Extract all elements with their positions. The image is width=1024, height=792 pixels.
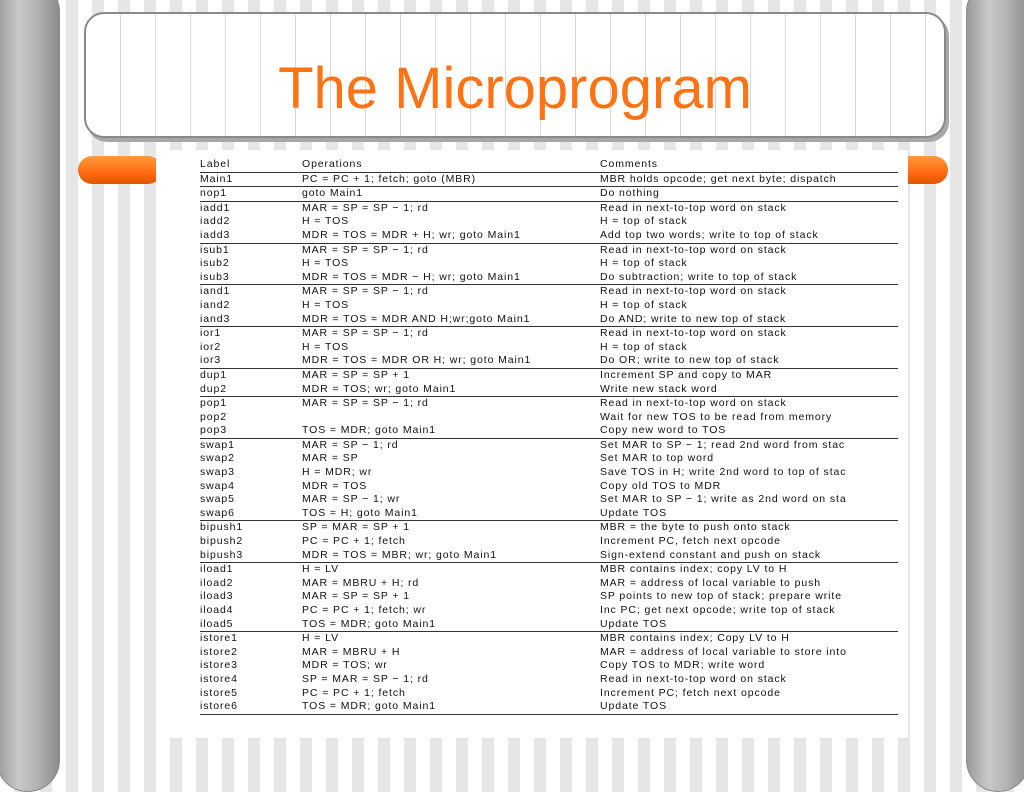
table-row [200,673,898,687]
cell-comments: Update TOS [600,618,898,632]
cell-label: iand3 [200,313,302,327]
slide-title: The Microprogram [278,56,752,121]
header-operations: Operations [302,158,600,172]
table-row [200,590,898,604]
cell-label: bipush3 [200,549,302,563]
cell-operations: H = TOS [302,257,350,270]
cell-comments: Do nothing [600,187,898,202]
header-label: Label [200,158,302,172]
cell-operations: MAR = MBRU + H; rd [302,576,420,589]
cell-operations: TOS = MDR; goto Main1 [302,700,600,714]
cell-comments: MBR contains index; copy LV to H [600,563,788,576]
table-row [200,383,898,397]
table-row [200,618,898,632]
cell-operations: MDR = TOS = MDR OR H; wr; goto Main1 [302,354,600,368]
cell-label: istore6 [200,700,302,714]
cell-operations: MAR = SP − 1; wr [302,493,401,506]
cell-comments: Read in next-to-top word on stack [600,397,787,410]
cell-comments: Sign-extend constant and push on stack [600,549,898,563]
cell-comments: Increment PC, fetch next opcode [600,535,781,548]
table-row [200,687,898,701]
cell-comments: Update TOS [600,507,898,521]
cell-label: ior1 [200,327,222,340]
cell-comments: Read in next-to-top word on stack [600,285,787,298]
cell-label: iand1 [200,285,231,298]
table-row [200,604,898,618]
cell-label: pop1 [200,397,227,410]
table-row [200,285,898,299]
cell-comments: Read in next-to-top word on stack [600,243,787,256]
cell-operations: MDR = TOS [302,479,368,492]
cell-operations: MDR = TOS; wr; goto Main1 [302,383,600,397]
table-row [200,452,898,466]
cell-label: istore2 [200,645,238,658]
cell-label: swap4 [200,479,235,492]
table-row [200,424,898,438]
cell-label: pop3 [200,424,302,438]
table-row [200,646,898,660]
table-row [200,341,898,355]
cell-comments: Copy old TOS to MDR [600,479,722,492]
table-row [200,271,898,285]
cell-comments: MBR contains index; Copy LV to H [600,632,790,645]
cell-comments: Do AND; write to new top of stack [600,313,898,327]
cell-operations: H = MDR; wr [302,466,373,479]
cell-label: bipush2 [200,535,244,548]
cell-operations: SP = MAR = SP − 1; rd [302,672,429,685]
cell-operations: TOS = MDR; goto Main1 [302,618,600,632]
cell-operations: MAR = SP = SP − 1; rd [302,243,429,256]
cell-label: istore5 [200,686,238,699]
cell-operations: MAR = SP = SP − 1; rd [302,201,429,214]
table-row [200,549,898,563]
cell-comments: MAR = address of local variable to push [600,576,821,589]
cell-label: swap6 [200,507,302,521]
cell-operations: TOS = MDR; goto Main1 [302,424,600,438]
cell-label: ior3 [200,354,302,368]
cell-label: swap2 [200,452,235,465]
cell-operations: MDR = TOS = MBR; wr; goto Main1 [302,549,600,563]
cell-operations: SP = MAR = SP + 1 [302,521,411,534]
cell-label: iload4 [200,604,234,616]
table-row [200,480,898,494]
cell-comments: Wait for new TOS to be read from memory [600,410,833,423]
right-pillar-decoration [966,0,1024,792]
table-row [200,257,898,271]
cell-label: nop1 [200,187,302,202]
cell-label: iload5 [200,618,302,632]
cell-operations: MDR = TOS; wr [302,659,388,672]
cell-operations: MAR = SP = SP + 1 [302,590,411,603]
cell-label: dup1 [200,368,227,381]
cell-operations: H = TOS [302,215,350,228]
table-row [200,187,898,202]
table-row [200,466,898,480]
cell-operations: MAR = MBRU + H [302,645,401,658]
cell-operations: H = TOS [302,298,350,311]
cell-label: istore4 [200,672,238,685]
cell-operations: H = TOS [302,340,350,353]
cell-comments: H = top of stack [600,298,688,311]
table-row [200,229,898,243]
cell-comments: Set MAR to SP − 1; read 2nd word from stac [600,438,846,451]
table-row [200,411,898,425]
cell-label: dup2 [200,383,302,397]
cell-label: swap3 [200,466,235,479]
header-comments: Comments [600,158,898,172]
table-row [200,535,898,549]
table-row [200,577,898,591]
table-body [200,172,898,714]
cell-label: swap5 [200,493,235,506]
cell-comments: H = top of stack [600,215,688,228]
table-row [200,493,898,507]
table-row [200,201,898,215]
cell-comments: Copy new word to TOS [600,424,898,438]
table-row [200,354,898,368]
table-row [200,521,898,535]
table-row [200,632,898,646]
table-row [200,563,898,577]
cell-label: swap1 [200,438,235,451]
table-row [200,368,898,382]
cell-comments: Inc PC; get next opcode; write top of stack [600,604,836,616]
cell-label: pop2 [200,410,227,423]
cell-comments: H = top of stack [600,257,688,270]
table-row [200,438,898,452]
cell-comments: Increment PC; fetch next opcode [600,686,781,699]
cell-label: iand2 [200,298,231,311]
cell-operations: MAR = SP − 1; rd [302,438,399,451]
table-row [200,507,898,521]
cell-comments: Increment SP and copy to MAR [600,368,773,381]
cell-label: istore3 [200,659,238,672]
table-row [200,215,898,229]
cell-label: Main1 [200,172,302,187]
cell-label: isub1 [200,243,230,256]
cell-operations: MAR = SP = SP − 1; rd [302,327,429,340]
microprogram-table-card [156,150,908,738]
cell-label: isub2 [200,257,230,270]
cell-operations: MAR = SP = SP − 1; rd [302,397,429,410]
cell-label: isub3 [200,271,302,285]
cell-operations: MDR = TOS = MDR − H; wr; goto Main1 [302,271,600,285]
cell-label: iadd1 [200,201,231,214]
cell-label: bipush1 [200,521,244,534]
table-row [200,700,898,714]
cell-comments: MAR = address of local variable to store into [600,645,847,658]
cell-comments: Write new stack word [600,383,898,397]
cell-operations: PC = PC + 1; fetch [302,686,406,699]
cell-comments: Set MAR to SP − 1; write as 2nd word on sta [600,493,847,506]
cell-operations: PC = PC + 1; fetch; wr [302,604,427,616]
table-row [200,299,898,313]
cell-operations: MAR = SP = SP + 1 [302,368,411,381]
cell-comments: Update TOS [600,700,898,714]
table-row [200,172,898,187]
cell-comments: MBR = the byte to push onto stack [600,521,791,534]
cell-operations: MAR = SP = SP − 1; rd [302,285,429,298]
cell-operations: MDR = TOS = MDR AND H;wr;goto Main1 [302,313,600,327]
cell-comments: Save TOS in H; write 2nd word to top of stac [600,466,847,479]
left-pillar-decoration [0,0,60,792]
table-row [200,243,898,257]
cell-operations [302,411,600,425]
table-row [200,659,898,673]
cell-comments: MBR holds opcode; get next byte; dispatch [600,172,898,187]
cell-operations: TOS = H; goto Main1 [302,507,600,521]
cell-operations: MDR = TOS = MDR + H; wr; goto Main1 [302,229,600,243]
cell-label: iload1 [200,563,234,576]
cell-label: iload3 [200,590,234,603]
cell-comments: Set MAR to top word [600,452,714,465]
cell-comments: SP points to new top of stack; prepare write [600,590,842,603]
cell-operations: PC = PC + 1; fetch [302,535,406,548]
cell-comments: H = top of stack [600,340,688,353]
table-row [200,397,898,411]
cell-operations: goto Main1 [302,187,600,202]
cell-label: iload2 [200,576,234,589]
cell-comments: Copy TOS to MDR; write word [600,659,766,672]
cell-label: iadd3 [200,229,302,243]
cell-comments: Read in next-to-top word on stack [600,327,787,340]
cell-comments: Do OR; write to new top of stack [600,354,898,368]
microprogram-table [200,158,898,715]
left-orange-accent-bar [78,156,162,184]
cell-operations: H = LV [302,632,340,645]
table-header-row [200,158,898,172]
cell-comments: Read in next-to-top word on stack [600,672,787,685]
cell-comments: Read in next-to-top word on stack [600,201,787,214]
cell-comments: Do subtraction; write to top of stack [600,271,898,285]
cell-comments: Add top two words; write to top of stack [600,229,898,243]
cell-label: iadd2 [200,215,231,228]
table-row [200,327,898,341]
cell-operations: H = LV [302,563,340,576]
table-row [200,313,898,327]
title-frame [84,12,946,138]
cell-operations: PC = PC + 1; fetch; goto (MBR) [302,172,600,187]
cell-operations: MAR = SP [302,452,359,465]
cell-label: istore1 [200,632,238,645]
cell-label: ior2 [200,340,222,353]
